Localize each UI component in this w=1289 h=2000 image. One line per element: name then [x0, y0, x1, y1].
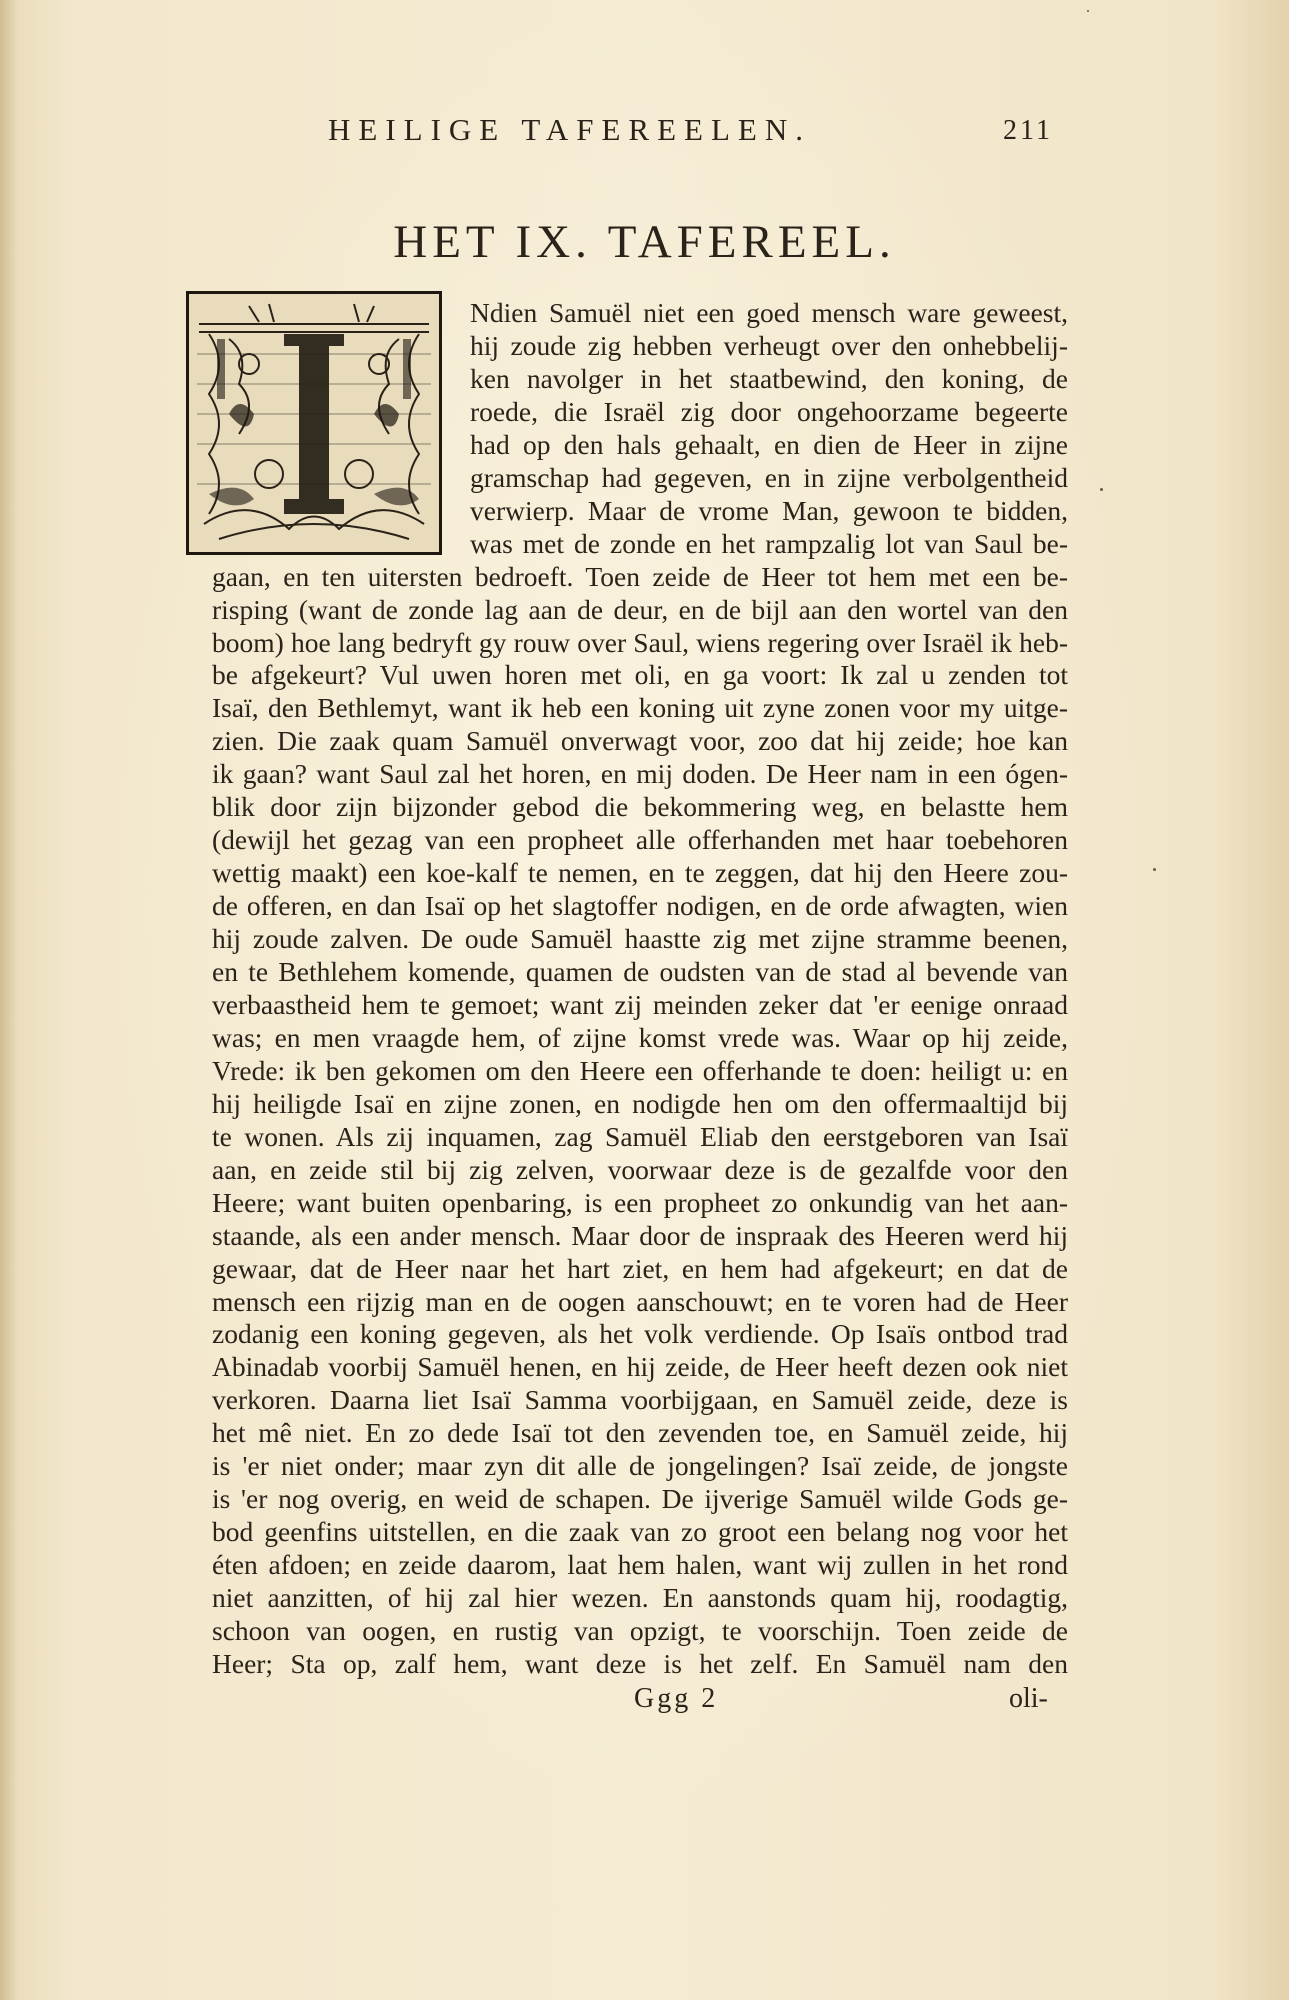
- text-line: Isaï, den Bethlemyt, want ik heb een koning uit zyne zonen voor my uitge-: [212, 692, 1068, 724]
- text-line: Vrede: ik ben gekomen om den Heere een offerhande te doen: heiligt u: en: [212, 1054, 1068, 1086]
- text-line: is 'er nog overig, en weid de schapen. De ijverige Samuël wilde Gods ge-: [212, 1483, 1068, 1515]
- text-line: zien. Die zaak quam Samuël onverwagt voor, zoo dat hij zeide; hoe kan: [212, 725, 1068, 757]
- text-line: éten afdoen; en zeide daarom, laat hem halen, want wij zullen in het rond: [212, 1549, 1068, 1581]
- text-line: be afgekeurt? Vul uwen horen met oli, en ga voort: Ik zal u zenden tot: [212, 659, 1068, 691]
- text-line: Ndien Samuël niet een goed mensch ware geweest,: [470, 297, 1068, 328]
- text-line: hij zoude zalven. De oude Samuël haastte zig met zijne stramme beenen,: [212, 923, 1068, 955]
- catchword: oli-: [1009, 1683, 1048, 1714]
- text-line: schoon van oogen, en rustig van opzigt, te voorschijn. Toen zeide de: [212, 1615, 1068, 1646]
- page-number: 211: [1003, 115, 1053, 146]
- text-line: Heere; want buiten openbaring, is een propheet zo onkundig van het aan-: [212, 1186, 1068, 1218]
- text-line: gaan, en ten uitersten bedroeft. Toen zeide de Heer tot hem met een be-: [212, 560, 1068, 592]
- text-line: wettig maakt) een koe-kalf te nemen, en te zeggen, dat hij den Heere zou-: [212, 857, 1068, 889]
- text-line: was met de zonde en het rampzalig lot van Saul be-: [470, 527, 1068, 559]
- text-line: staande, als een ander mensch. Maar door de inspraak des Heeren werd hij: [212, 1219, 1068, 1251]
- text-line: verkoren. Daarna liet Isaï Samma voorbijgaan, en Samuël zeide, deze is: [212, 1384, 1068, 1416]
- text-line: (dewijl het gezag van een propheet alle offerhanden met haar toebehoren: [212, 824, 1068, 856]
- text-line: boom) hoe lang bedryft gy rouw over Saul, wiens regering over Israël ik heb-: [212, 626, 1068, 658]
- text-line: hij zoude zig hebben verheugt over den onhebbelij-: [470, 329, 1068, 361]
- text-line: Abinadab voorbij Samuël henen, en hij zeide, de Heer heeft dezen ook niet: [212, 1351, 1068, 1383]
- text-line: was; en men vraagde hem, of zijne komst vrede was. Waar op hij zeide,: [212, 1021, 1068, 1053]
- text-line: blik door zijn bijzonder gebod die bekommering weg, en belastte hem: [212, 791, 1068, 823]
- text-line: ken navolger in het staatbewind, den koning, de: [470, 362, 1068, 394]
- text-line: te wonen. Als zij inquamen, zag Samuël Eliab den eerstgeboren van Isaï: [212, 1120, 1068, 1152]
- text-line: bod geenfins uitstellen, en die zaak van zo groot een belang nog voor het: [212, 1516, 1068, 1548]
- text-line: verbaastheid hem te gemoet; want zij meinden zeker dat 'er eenige onraad: [212, 988, 1068, 1020]
- text-line: de offeren, en dan Isaï op het slagtoffer nodigen, en de orde afwagten, wien: [212, 890, 1068, 922]
- text-line: gramschap had gegeven, en in zijne verbolgentheid: [470, 461, 1068, 493]
- text-line: risping (want de zonde lag aan de deur, en de bijl aan den wortel van den: [212, 593, 1068, 625]
- signature-mark: Ggg 2: [634, 1683, 719, 1714]
- text-line: had op den hals gehaalt, en dien de Heer in zijne: [470, 428, 1068, 460]
- text-line: roede, die Israël zig door ongehoorzame begeerte: [470, 395, 1068, 427]
- text-line: ik gaan? want Saul zal het horen, en mij doden. De Heer nam in een ógen-: [212, 758, 1068, 790]
- running-head-title: HEILIGE TAFEREELEN.: [328, 112, 811, 147]
- text-line: Heer; Sta op, zalf hem, want deze is het zelf. En Samuël nam den: [212, 1647, 1068, 1679]
- text-line: aan, en zeide stil bij zig zelven, voorwaar deze is de gezalfde voor den: [212, 1153, 1068, 1185]
- chapter-title: HET IX. TAFEREEL.: [393, 216, 896, 268]
- text-line: niet aanzitten, of hij zal hier wezen. En aanstonds quam hij, roodagtig,: [212, 1582, 1068, 1614]
- text-line: het mê niet. En zo dede Isaï tot den zevenden toe, en Samuël zeide, hij: [212, 1417, 1068, 1449]
- text-line: gewaar, dat de Heer naar het hart ziet, en hem had afgekeurt; en dat de: [212, 1252, 1068, 1284]
- paper-speck: [1087, 10, 1089, 12]
- paper-speck: [1100, 488, 1103, 491]
- text-line: en te Bethlehem komende, quamen de oudsten van de stad al bevende van: [212, 956, 1068, 987]
- text-line: verwierp. Maar de vrome Man, gewoon te bidden,: [470, 494, 1068, 526]
- text-line: zodanig een koning gegeven, als het volk verdiende. Op Isaïs ontbod trad: [212, 1318, 1068, 1350]
- paper-speck: [1153, 868, 1156, 871]
- text-line: mensch een rijzig man en de oogen aanschouwt; en te voren had de Heer: [212, 1285, 1068, 1317]
- text-line: is 'er niet onder; maar zyn dit alle de jongelingen? Isaï zeide, de jongste: [212, 1450, 1068, 1482]
- text-line: hij heiligde Isaï en zijne zonen, en nodigde hen om den offermaaltijd bij: [212, 1087, 1068, 1119]
